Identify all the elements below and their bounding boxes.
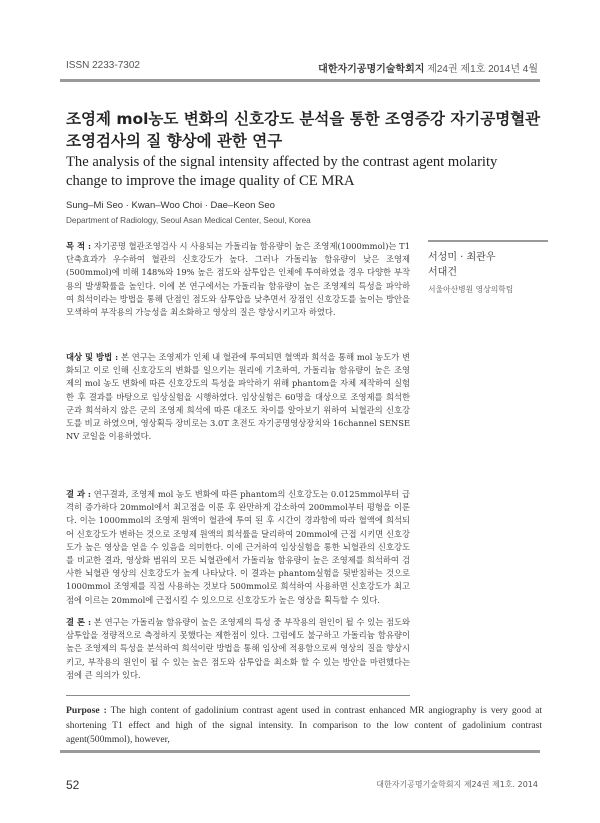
methods-text: 본 연구는 조영제가 인체 내 혈관에 투여되면 혈액과 희석을 통해 mol 농도가 변화되고 이로 인해 신호강도의 변화를 일으키는 원리에 기초하여, 가돌리늄 함유량이 높은 조영제의 mol 농도 변화에 따른 신호강도의 특성을 파악하기 위해 phantom을 자체 제작하여 실험한 후 결과를 바탕으로 임상실험을 시행하였다. 임상실험은 60명을 대상으로 조영제를 희석한 군과 희석하지 않은 군의 조영제 희석에 따른 대조도 차이를 알아보기 위하여 뇌혈관의 신호강도를 비교 하였으며, 영상획득 장비로는 3.0T 초전도 자기공명영상장치와 16channel SENSE NV 코일을 이용하였다.: [66, 352, 411, 442]
purpose-label: 목 적 :: [66, 241, 92, 251]
en-purpose-label: Purpose :: [66, 705, 107, 716]
conclusion-text: 본 연구는 가돌리늄 함유량이 높은 조영제의 특성 중 부작용의 원인이 될 수 있는 점도와 삼투압을 정량적으로 측정하지 못했다는 제한점이 있다. 그럼에도 불구하고 가돌리늄 함유량이 높은 조영제의 특성을 분석하여 희석이란 방법을 통해 임상에 적용함으로써 영상의 질을 향상시키고, 부작용의 원인이 될 수 있는 높은 점도와 삼투압을 최소화 할 수 있는 방안을 마련했다는 점에 큰 의의가 있다.: [66, 617, 411, 680]
author-affiliation: Department of Radiology, Seoul Asan Medical Center, Seoul, Korea: [66, 216, 311, 225]
footer-journal: 대한자기공명기술학회지 제24권 제1호. 2014: [376, 780, 538, 789]
sidebar-affiliation: 서울아산병원 영상의학팀: [428, 285, 514, 294]
running-header: [66, 60, 538, 78]
purpose-text: 자기공명 혈관조영검사 시 사용되는 가돌리늄 함유량이 높은 조영제(1000mmol)는 T1 단축효과가 우수하여 혈관의 신호강도가 높다. 그러나 가돌리늄 함유량이 낮은 조영제(500mmol)에 비해 148%와 19% 높은 점도와 삼투압은 인체에 투여하였을 경우 다양한 부작용의 발생확률을 높인다. 이에 본 연구에서는 가돌리늄 함유량이 높은 조영제의 특성을 파악하여 희석이라는 방법을 통해 단점인 점도와 삼투압을 낮추면서 장점인 신호강도를 높이는 방안을 모색하여 부작용의 가능성을 최소화하고 영상의 질은 향상시키고자 하였다.: [66, 241, 410, 318]
results-text: 연구결과, 조영제 mol 농도 변화에 따른 phantom의 신호강도는 0.0125mmol부터 급격히 증가하다 20mmol에서 최고점을 이룬 후 완만하게 감소하여 200mmol부터 평형을 이룬다. 이는 1000mmol의 조영제 원액이 혈관에 투여 된 후 시간이 경과함에 따라 혈액에 희석되어 신호강도가 변하는 것으로 조영제 원액의 희석률을 달리하여 20mmol에 근접 시키면 신호강도가 높은 영상을 얻을 수 있음을 의미한다. 이에 근거하여 임상실험을 통한 뇌혈관의 신호강도를 비교한 결과, 영상화 범위의 모든 뇌혈관에서 가돌리늄 함유량이 높은 조영제를 희석하여 검사한 뇌혈관 영상의 신호강도가 높게 나타났다. 이 결과는 phantom실험을 뒷받침하는 것으로 1000mmol 조영제를 직접 사용하는 것보다 500mmol로 희석하여 사용하면 신호강도가 최고점에 이르는 20mmol에 근접시킬 수 있으므로 신호강도가 높은 영상을 획득할 수 있다.: [66, 489, 410, 605]
en-purpose-text: The high content of gadolinium contrast agent used in contrast enhanced MR angiography is very good at shortening T1 effect and high of the signal intensity. In comparison to the low content of gadolinium contrast agent(500mmol), however,: [66, 705, 543, 746]
author-list: Sung–Mi Seo · Kwan–Woo Choi · Dae–Keon Seo: [66, 200, 275, 211]
title-english: The analysis of the signal intensity affected by the contrast agent molarity change to improve the image quality of CE MRA: [66, 154, 498, 189]
journal-name: 대한자기공명기술학회지: [318, 64, 425, 75]
sidebar-authors-line2: 서대건: [428, 267, 457, 278]
abstract-methods: [66, 351, 410, 443]
conclusion-label: 결 론 :: [66, 617, 92, 627]
sidebar-authors-line1: 서성미 · 최관우: [428, 252, 496, 263]
issn: ISSN 2233-7302: [66, 60, 140, 71]
section-divider: [66, 695, 410, 696]
volume-issue: 제24권 제1호 2014년 4월: [427, 64, 538, 75]
abstract-english: [66, 704, 542, 748]
methods-label: 대상 및 방법 :: [66, 352, 119, 362]
page-footer: [60, 750, 540, 823]
page-number: 52: [66, 778, 80, 792]
title-korean: 조영제 mol농도 변화의 신호강도 분석을 통한 조영증강 자기공명혈관조영검사의 질 향상에 관한 연구: [66, 110, 541, 150]
sidebar-authors: [428, 250, 548, 280]
abstract-conclusion: [66, 616, 410, 682]
header-rule: [60, 79, 540, 82]
abstract-results: [66, 488, 410, 607]
results-label: 결 과 :: [66, 489, 91, 499]
journal-info: [318, 60, 538, 75]
author-sidebar: [428, 240, 548, 295]
abstract-purpose: [66, 240, 410, 319]
